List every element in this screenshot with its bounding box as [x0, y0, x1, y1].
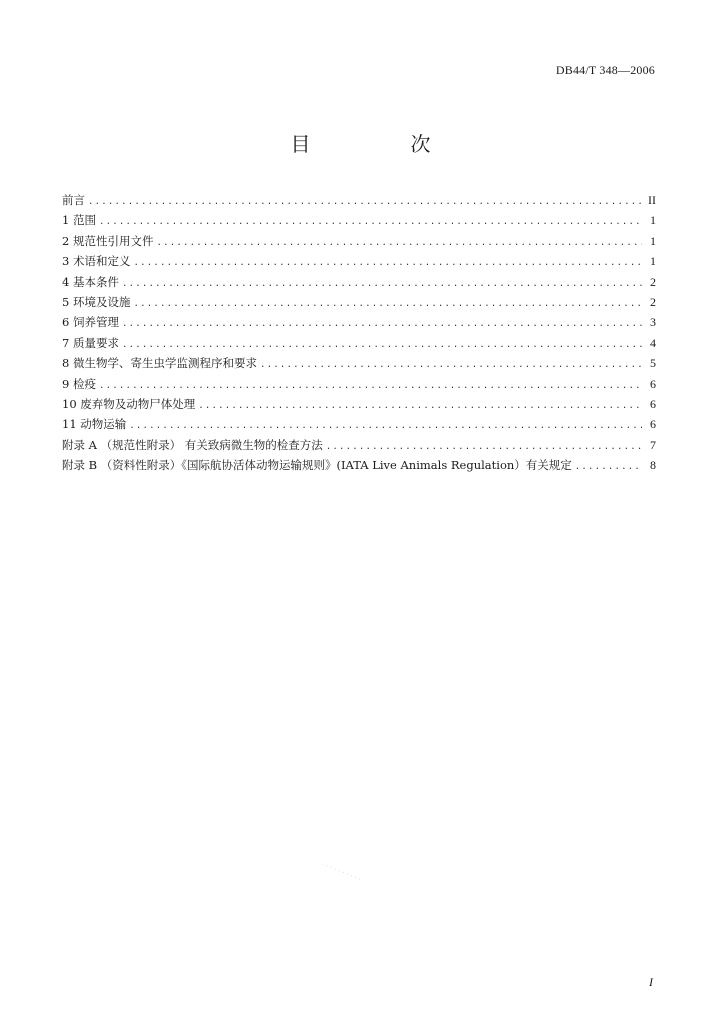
- toc-entry-appendix-a[interactable]: [62, 435, 656, 455]
- toc-entry-9[interactable]: [62, 374, 656, 394]
- toc-leader-dots: [129, 416, 642, 436]
- toc-entry-5[interactable]: [62, 292, 656, 312]
- toc-entry-page: 4: [650, 335, 656, 350]
- toc-entry-label: 11 动物运输: [62, 417, 127, 432]
- standard-code: DB44/T 348—2006: [555, 63, 655, 77]
- toc-entry-label: 6 饲养管理: [62, 315, 119, 330]
- toc-entry-page: 3: [650, 315, 656, 330]
- toc-entry-11[interactable]: [62, 414, 656, 434]
- toc-entry-6[interactable]: [62, 312, 656, 332]
- toc-entry-8[interactable]: [62, 353, 656, 373]
- toc-entry-label: 1 范围: [62, 213, 96, 228]
- toc-entry-page: II: [648, 193, 656, 207]
- toc-entry-page: 6: [650, 417, 656, 432]
- toc-entry-10[interactable]: [62, 394, 656, 414]
- toc-leader-dots: [122, 335, 642, 355]
- toc-entry-label: 8 微生物学、寄生虫学监测程序和要求: [62, 356, 257, 371]
- toc-entry-label: 10 废弃物及动物尸体处理: [62, 396, 196, 411]
- toc-entry-label: 附录 B （资料性附录）《国际航协活体动物运输规则》(IATA Live Animals Regulation）有关规定: [62, 458, 572, 473]
- toc-leader-dots: [122, 274, 642, 294]
- toc-entry-label: 9 检疫: [62, 376, 96, 391]
- toc-leader-dots: [133, 253, 642, 273]
- toc-entry-label: 7 质量要求: [62, 335, 119, 350]
- toc-entry-page: 6: [650, 376, 656, 391]
- page-number: I: [649, 975, 653, 989]
- toc-leader-dots: [156, 233, 642, 253]
- toc-entry-foreword[interactable]: [62, 190, 656, 210]
- toc-entry-label: 3 术语和定义: [62, 254, 131, 269]
- toc-entry-page: 7: [650, 437, 656, 452]
- toc-leader-dots: [260, 355, 642, 375]
- table-of-contents: [62, 190, 656, 475]
- watermark: · · · · · · · · · ·: [320, 860, 363, 884]
- toc-entry-page: 6: [650, 396, 656, 411]
- page-title: 目 次: [290, 132, 471, 156]
- toc-entry-4[interactable]: [62, 272, 656, 292]
- toc-entry-appendix-b[interactable]: [62, 455, 656, 475]
- toc-leader-dots: [133, 294, 642, 314]
- toc-entry-label: 5 环境及设施: [62, 294, 131, 309]
- toc-leader-dots: [88, 192, 642, 212]
- toc-entry-page: 1: [650, 254, 656, 269]
- toc-entry-page: 5: [650, 356, 656, 371]
- toc-entry-3[interactable]: [62, 251, 656, 271]
- toc-leader-dots: [99, 376, 642, 396]
- toc-leader-dots: [198, 396, 642, 416]
- toc-entry-1[interactable]: [62, 210, 656, 230]
- toc-entry-page: 2: [650, 294, 656, 309]
- toc-leader-dots: [122, 314, 642, 334]
- toc-entry-label: 前言: [62, 193, 85, 207]
- toc-entry-page: 1: [650, 233, 656, 248]
- toc-leader-dots: [99, 212, 642, 232]
- toc-entry-page: 1: [650, 213, 656, 228]
- toc-leader-dots: [326, 437, 642, 457]
- toc-entry-2[interactable]: [62, 231, 656, 251]
- toc-entry-7[interactable]: [62, 333, 656, 353]
- toc-leader-dots: [575, 457, 642, 477]
- toc-entry-page: 2: [650, 274, 656, 289]
- toc-entry-page: 8: [650, 458, 656, 473]
- toc-entry-label: 附录 A （规范性附录） 有关致病微生物的检查方法: [62, 437, 323, 452]
- toc-entry-label: 4 基本条件: [62, 274, 119, 289]
- toc-entry-label: 2 规范性引用文件: [62, 233, 154, 248]
